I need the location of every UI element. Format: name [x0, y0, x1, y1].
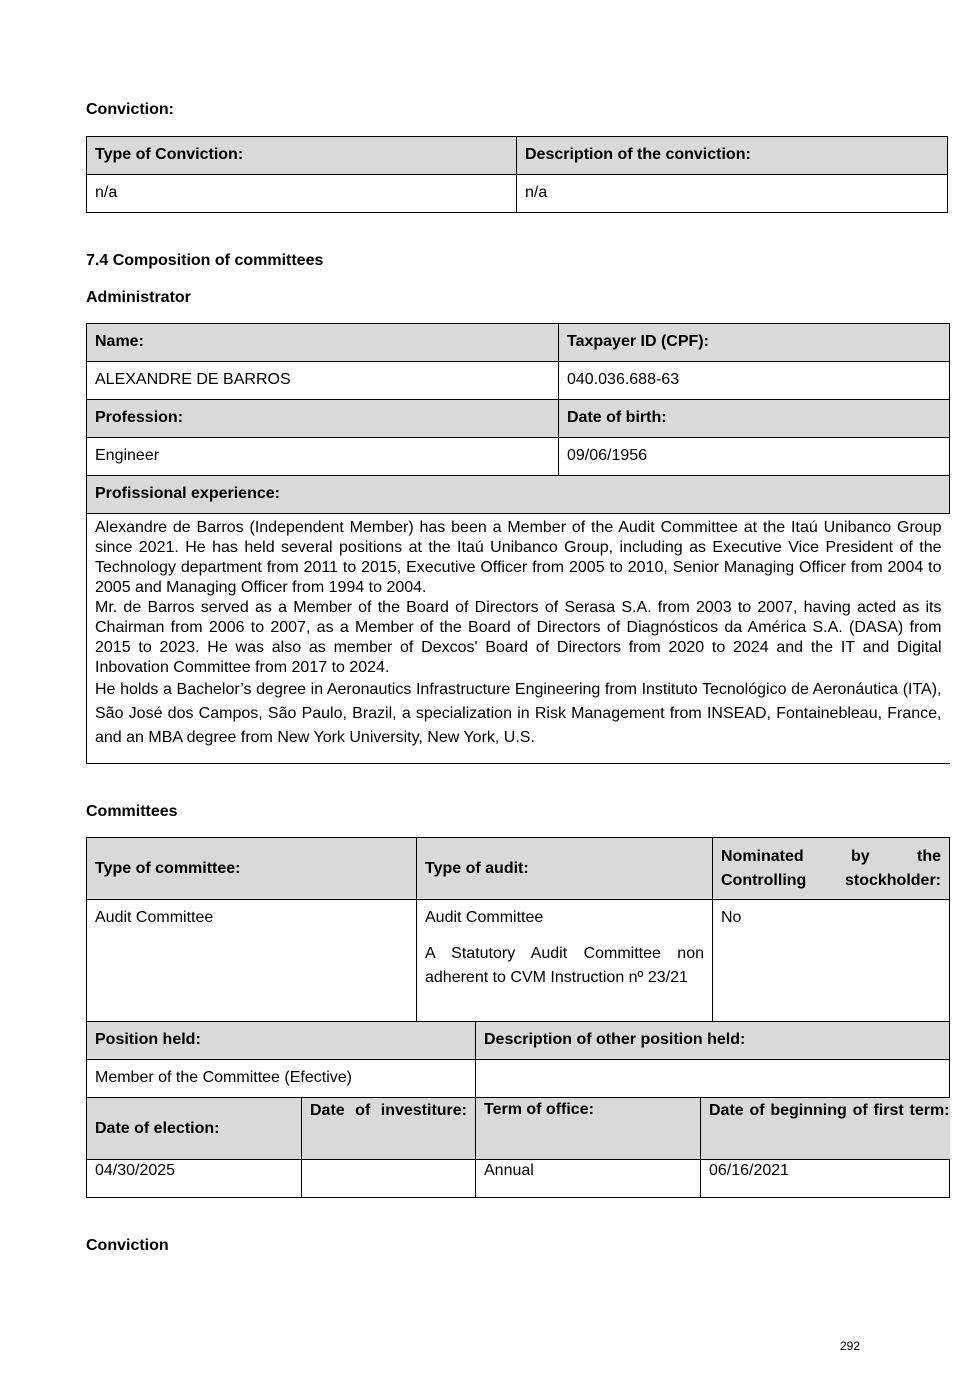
nominated-value: No — [713, 900, 950, 1022]
conviction-description-value: n/a — [517, 175, 948, 213]
committees-heading: Committees — [86, 803, 178, 820]
audit-type-description: A Statutory Audit Committee non adherent to CVM Instruction nº 23/21 — [425, 945, 704, 986]
term-of-office-label: Term of office: — [476, 1098, 701, 1160]
profession-value: Engineer — [87, 438, 559, 476]
name-value: ALEXANDRE DE BARROS — [87, 362, 559, 400]
position-value: Member of the Committee (Efective) — [87, 1060, 476, 1098]
committee-type-value: Audit Committee — [87, 900, 417, 1022]
committees-table-dates — [86, 1097, 950, 1198]
experience-label: Profissional experience: — [87, 476, 950, 514]
committees-table-top — [86, 837, 950, 1022]
nominated-label: Nominated by the Controlling stockholder: — [713, 838, 950, 900]
cpf-value: 040.036.688-63 — [559, 362, 950, 400]
conviction-type-value: n/a — [87, 175, 517, 213]
dob-label: Date of birth: — [559, 400, 950, 438]
audit-type-value: Audit Committee — [425, 909, 544, 926]
investiture-date-label: Date of investiture: — [302, 1098, 476, 1160]
other-position-value — [476, 1060, 950, 1098]
other-position-label: Description of other position held: — [476, 1022, 950, 1060]
first-term-value: 06/16/2021 — [701, 1160, 950, 1198]
experience-paragraph-3: He holds a Bachelor’s degree in Aeronautics Infrastructure Engineering from Instituto Tecnológico de Aeronáutica (ITA), São José dos Campos, São Paulo, Brazil, a specialization in Risk Management from INSEAD, Fontainebleau, France, and an MBA degree from New York University, New York, U.S. — [95, 681, 942, 746]
dob-value: 09/06/1956 — [559, 438, 950, 476]
election-date-label: Date of election: — [87, 1098, 302, 1160]
conviction-heading: Conviction: — [86, 101, 174, 118]
conviction-description-header: Description of the conviction: — [517, 137, 948, 175]
committee-type-label: Type of committee: — [87, 838, 417, 900]
investiture-date-value — [302, 1160, 476, 1198]
term-of-office-value: Annual — [476, 1160, 701, 1198]
profession-label: Profession: — [87, 400, 559, 438]
page-number: 292 — [840, 1339, 861, 1353]
administrator-table — [86, 323, 950, 764]
first-term-label: Date of beginning of first term: — [701, 1098, 950, 1160]
conviction-type-header: Type of Conviction: — [87, 137, 517, 175]
election-date-value: 04/30/2025 — [87, 1160, 302, 1198]
section-title: 7.4 Composition of committees — [86, 252, 324, 269]
experience-paragraph-2: Mr. de Barros served as a Member of the Board of Directors of Serasa S.A. from 2003 to 2007, having acted as its Chairman from 2006 to 2007, as a Member of the Board of Directors of Diagnósticos da América S.A. (DASA) from 2015 to 2023. He was also as member of Dexcos' Board of Directors from 2020 to 2024 and the IT and Digital Inbovation Committee from 2017 to 2024. — [95, 599, 942, 676]
section-subtitle: Administrator — [86, 289, 191, 306]
name-label: Name: — [87, 324, 559, 362]
conviction-table — [86, 136, 948, 213]
committees-table-position — [86, 1021, 950, 1098]
experience-paragraph-1: Alexandre de Barros (Independent Member) has been a Member of the Audit Committee at the Itaú Unibanco Group since 2021. He has held several positions at the Itaú Unibanco Group, including as Executive Vice President of the Technology department from 2011 to 2015, Executive Officer from 2005 to 2010, Senior Managing Officer from 2004 to 2005 and Managing Officer from 1994 to 2004. — [95, 519, 942, 596]
conviction-bottom-heading: Conviction — [86, 1237, 169, 1254]
cpf-label: Taxpayer ID (CPF): — [559, 324, 950, 362]
position-label: Position held: — [87, 1022, 476, 1060]
audit-type-label: Type of audit: — [417, 838, 713, 900]
audit-type-cell — [417, 900, 713, 1022]
experience-cell — [87, 514, 950, 764]
